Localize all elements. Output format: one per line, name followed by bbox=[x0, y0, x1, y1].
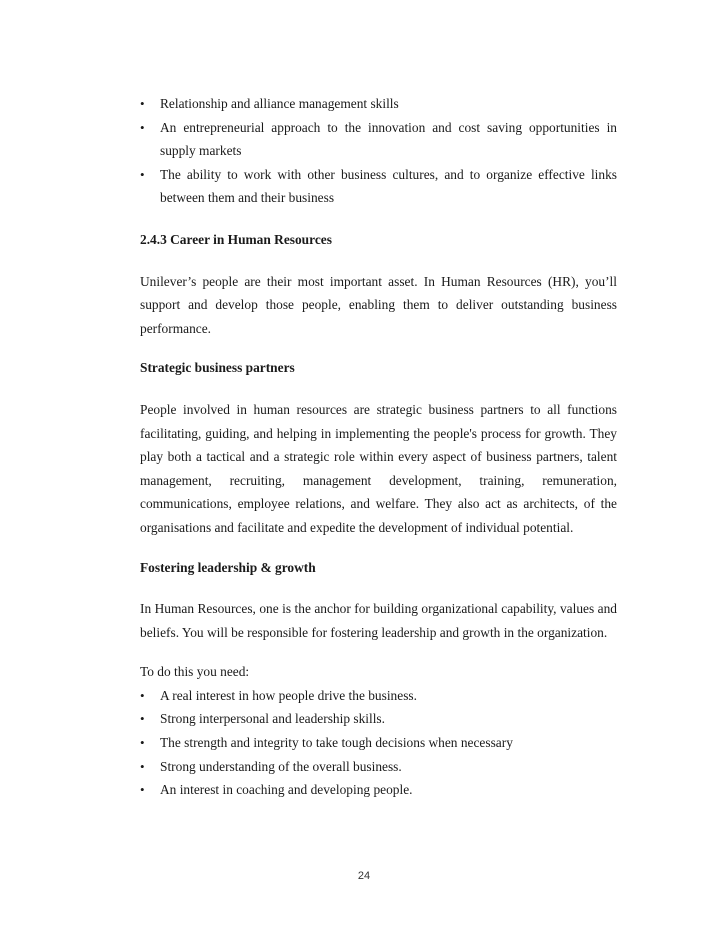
list-item bbox=[140, 163, 617, 210]
list-item-text: An interest in coaching and developing people. bbox=[160, 782, 413, 798]
bullet-icon: • bbox=[140, 96, 145, 111]
list-item-text: An entrepreneurial approach to the innovation and cost saving opportunities in supply markets bbox=[160, 119, 617, 159]
bullet-icon: • bbox=[140, 119, 145, 135]
skills-bullet-list bbox=[140, 92, 617, 210]
bullet-icon: • bbox=[140, 711, 145, 727]
list-item-text: The ability to work with other business cultures, and to organize effective links between them and their business bbox=[160, 166, 617, 206]
list-item bbox=[140, 707, 617, 731]
needs-intro: To do this you need: bbox=[140, 664, 250, 680]
fostering-leadership-paragraph: In Human Resources, one is the anchor for building organizational capability, values and beliefs. You will be responsible for fostering leadership and growth in the organization. bbox=[140, 601, 617, 640]
list-item bbox=[140, 755, 617, 779]
intro-paragraph: Unilever’s people are their most important asset. In Human Resources (HR), you’ll support and develop those people, enabling them to deliver outstanding business performance. bbox=[140, 273, 617, 336]
strategic-partners-paragraph: People involved in human resources are strategic business partners to all functions facilitating, guiding, and helping in implementing the people's process for growth. They play both a tactical and a strategic role within every aspect of business partners, talent management, recruiting, management development, training, remuneration, communications, employee relations, and welfare. They also act as architects, of the organisations and facilitate and expedite the development of individual potential. bbox=[140, 401, 617, 535]
list-item-text: Relationship and alliance management skills bbox=[160, 96, 399, 111]
bullet-icon: • bbox=[140, 782, 145, 798]
list-item-text: A real interest in how people drive the business. bbox=[160, 687, 417, 703]
bullet-icon: • bbox=[140, 758, 145, 774]
list-item-text: The strength and integrity to take tough decisions when necessary bbox=[160, 735, 513, 751]
subheading-fostering-leadership: Fostering leadership & growth bbox=[140, 559, 316, 575]
list-item-text: Strong understanding of the overall business. bbox=[160, 758, 402, 774]
list-item-text: Strong interpersonal and leadership skills. bbox=[160, 711, 385, 727]
needs-bullet-list bbox=[140, 684, 617, 802]
list-item bbox=[140, 684, 617, 708]
bullet-icon: • bbox=[140, 735, 145, 751]
list-item bbox=[140, 116, 617, 163]
page-number: 24 bbox=[357, 870, 371, 882]
list-item bbox=[140, 92, 617, 116]
page-content bbox=[140, 92, 617, 802]
subheading-strategic-partners: Strategic business partners bbox=[140, 360, 295, 376]
list-item bbox=[140, 731, 617, 755]
section-heading: 2.4.3 Career in Human Resources bbox=[140, 231, 332, 247]
list-item bbox=[140, 778, 617, 802]
bullet-icon: • bbox=[140, 166, 145, 182]
bullet-icon: • bbox=[140, 687, 145, 703]
